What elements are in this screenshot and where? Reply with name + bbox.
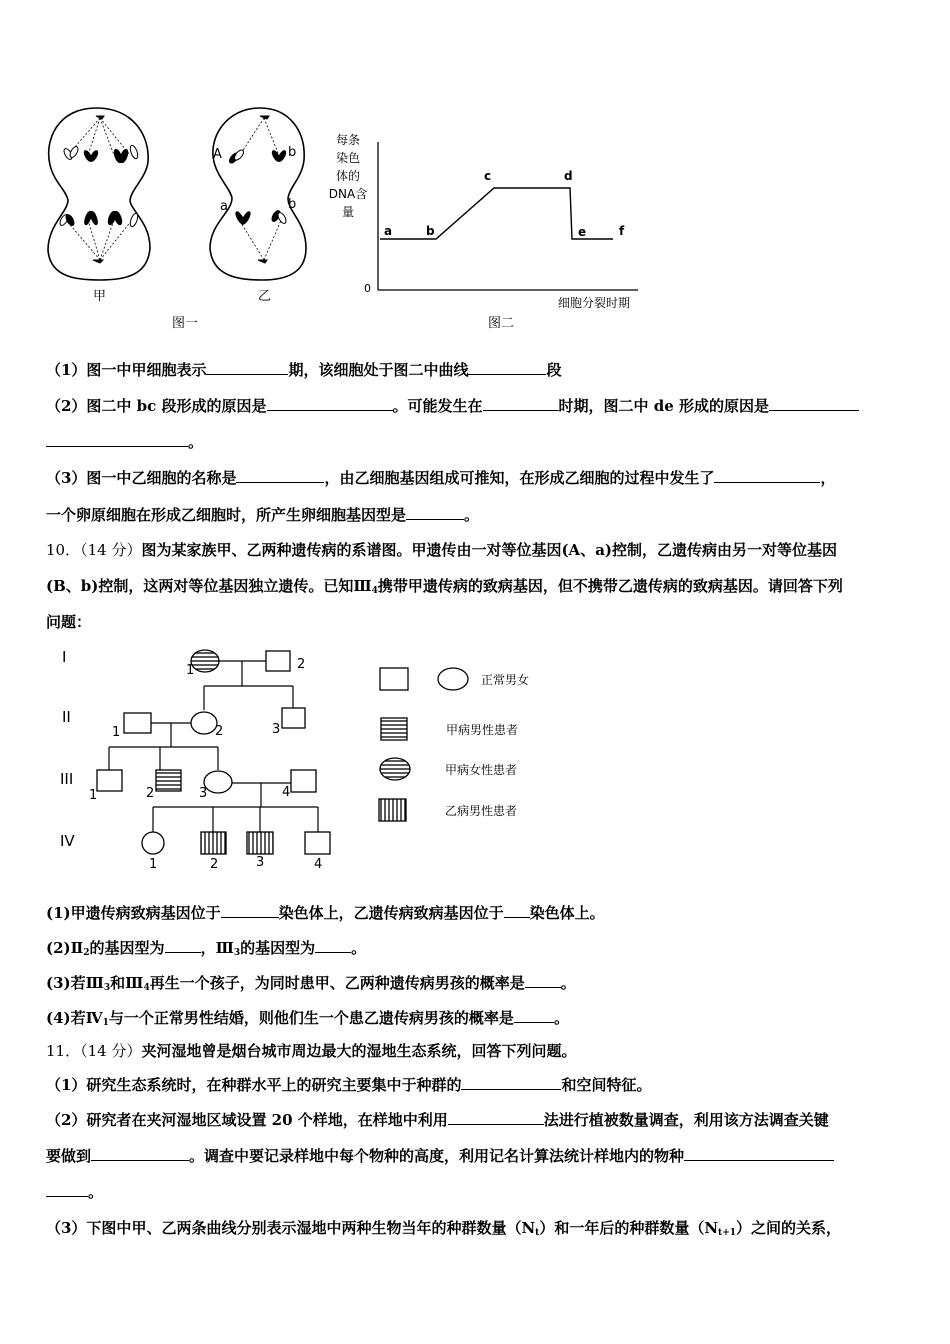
q11-p1-a: （1）研究生态系统时，在种群水平上的研究主要集中于种群的	[46, 1076, 462, 1094]
q10-s3-end: 。	[560, 974, 576, 992]
q11-p3-c: ）之间的关系，	[736, 1219, 842, 1237]
answer-blank[interactable]	[236, 468, 324, 483]
II-3-normal-male	[282, 708, 305, 728]
q9-part2	[46, 396, 859, 416]
IV-2-affected-male-yi	[201, 832, 226, 854]
ylabel-line-5: 量	[341, 205, 355, 219]
II-2-number: 2	[215, 724, 224, 739]
q9-p1-c: 段	[546, 361, 562, 379]
q10-s4-a: (4)若Ⅳ	[46, 1009, 103, 1027]
q9-p2-a: （2）图二中 bc 段形成的原因是	[46, 397, 267, 415]
I-1-number: 1	[186, 663, 195, 678]
q11-p2-c: 要做到	[46, 1147, 92, 1165]
answer-blank[interactable]	[406, 505, 464, 520]
III-3-normal-female	[204, 771, 232, 793]
ylabel-line-3: 体的	[335, 169, 361, 183]
q10-intro-text-1: 图为某家族甲、乙两种遗传病的系谱图。甲遗传由一对等位基因(A、a)控制，乙遗传病由另一对等位基因	[141, 541, 838, 559]
legend-normal-label: 正常男女	[481, 673, 530, 687]
II-2-normal-female	[191, 712, 217, 734]
allele-b-top-label: b	[288, 145, 297, 160]
I-1-affected-female	[191, 650, 219, 672]
dna-content-graph	[329, 132, 638, 310]
IV-1-number: 1	[149, 857, 158, 872]
generation-IV: IV	[60, 832, 75, 850]
curve-point-d: d	[564, 169, 573, 183]
q11-part1	[46, 1075, 651, 1095]
cell-jia-label: 甲	[93, 289, 107, 304]
III-4-normal-male	[291, 770, 316, 792]
q10-s3-sub1: 3	[103, 983, 111, 993]
q10-s1-a: (1)甲遗传病致病基因位于	[46, 904, 221, 922]
answer-blank[interactable]	[315, 938, 351, 953]
II-1-number: 1	[112, 725, 121, 740]
graph-xlabel: 细胞分裂时期	[558, 296, 631, 310]
answer-blank[interactable]	[684, 1146, 834, 1161]
legend-yi-male-symbol	[379, 799, 406, 821]
curve-point-f: f	[619, 224, 625, 238]
answer-blank[interactable]	[165, 938, 201, 953]
q10-sub1	[46, 903, 605, 923]
q10-s3-sub2: 4	[143, 983, 150, 993]
legend-jia-male-label: 甲病男性患者	[446, 723, 519, 737]
answer-blank[interactable]	[448, 1110, 544, 1125]
q10-intro-text-3: 问题：	[46, 613, 92, 631]
q10-s2-end: 。	[351, 939, 367, 957]
q9-p3-a: （3）图一中乙细胞的名称是	[46, 469, 237, 487]
pedigree-chart	[48, 640, 568, 872]
q9-p2-c: 时期，图二中 de 形成的原因是	[558, 397, 770, 415]
legend-yi-male-label: 乙病男性患者	[445, 804, 518, 818]
q9-p2-b: 。可能发生在	[392, 397, 483, 415]
III-2-affected-male-jia	[156, 770, 181, 791]
ylabel-line-2: 染色	[335, 151, 361, 165]
q10-sub2	[46, 938, 366, 963]
q10-s4-end: 。	[553, 1009, 569, 1027]
allele-A-label: A	[213, 147, 222, 162]
q11-p3-sub2: t+1	[718, 1228, 737, 1238]
IV-2-number: 2	[210, 857, 219, 872]
allele-a-label: a	[220, 199, 228, 214]
answer-blank[interactable]	[46, 432, 188, 447]
legend-normal-female-symbol	[438, 668, 468, 690]
answer-blank[interactable]	[504, 903, 530, 918]
q10-s1-c: 染色体上。	[529, 904, 605, 922]
III-1-normal-male	[97, 770, 122, 791]
q10-intro-1	[46, 540, 837, 560]
I-2-number: 2	[297, 657, 306, 672]
curve-point-b: b	[426, 224, 435, 238]
generation-II: II	[62, 708, 71, 726]
answer-blank[interactable]	[483, 396, 559, 411]
q9-p1-a: （1）图一中甲细胞表示	[46, 361, 207, 379]
q9-p3-c: ，	[820, 469, 836, 487]
q11-intro	[46, 1041, 576, 1061]
answer-blank[interactable]	[267, 396, 393, 411]
q10-s2-a: (2)Ⅱ	[46, 939, 84, 957]
q10-s2-sub2: 3	[233, 948, 241, 958]
q9-p2-end: 。	[188, 433, 204, 451]
answer-blank[interactable]	[221, 903, 279, 918]
III-1-number: 1	[89, 788, 98, 803]
q11-p2-end: 。	[88, 1183, 104, 1201]
legend-jia-male-symbol	[381, 718, 407, 740]
q11-p3-a: （3）下图中甲、乙两条曲线分别表示湿地中两种生物当年的种群数量（N	[46, 1219, 536, 1237]
q11-p2-a: （2）研究者在夹河湿地区域设置 20 个样地，在样地中利用	[46, 1111, 448, 1129]
I-2-normal-male	[266, 651, 290, 671]
ylabel-line-4: DNA含	[328, 187, 368, 201]
q10-s2-sub1: 2	[83, 948, 90, 958]
q10-intro-text-2: (B、b)控制，这两对等位基因独立遗传。已知Ⅲ	[46, 577, 372, 595]
q11-part2-cont	[46, 1146, 834, 1166]
q11-part2	[46, 1110, 829, 1130]
q10-intro-3	[46, 612, 91, 632]
q10-s4-sub: 1	[102, 1018, 109, 1028]
q11-number: 11．（14 分）	[46, 1042, 142, 1060]
generation-III: III	[60, 770, 74, 788]
fig2-caption: 图二	[488, 316, 515, 331]
answer-blank[interactable]	[461, 1075, 561, 1090]
IV-3-affected-male-yi	[247, 832, 273, 854]
q11-part2-end	[46, 1182, 103, 1202]
q11-part3	[46, 1218, 841, 1243]
q11-p2-b: 法进行植被数量调查，利用该方法调查关键	[543, 1111, 829, 1129]
q9-part2-cont	[46, 432, 203, 452]
IV-4-normal-male	[305, 832, 330, 854]
curve-point-c: c	[484, 169, 492, 183]
cell-yi-outline	[210, 108, 306, 280]
curve-point-e: e	[578, 225, 587, 239]
answer-blank[interactable]	[46, 1182, 88, 1197]
q10-s4-b: 与一个正常男性结婚，则他们生一个患乙遗传病男孩的概率是	[108, 1009, 514, 1027]
III-2-number: 2	[146, 786, 155, 801]
q10-intro-text-2b: 携带甲遗传病的致病基因，但不携带乙遗传病的致病基因。请回答下列	[377, 577, 843, 595]
II-1-normal-male	[124, 713, 151, 733]
answer-blank[interactable]	[769, 396, 859, 411]
graph-origin: 0	[364, 282, 371, 295]
legend-normal-male-symbol	[380, 668, 408, 690]
q9-part3-cont	[46, 505, 479, 525]
generation-I: I	[62, 648, 67, 666]
q9-part1	[46, 360, 561, 380]
q10-s3-c: 再生一个孩子，为同时患甲、乙两种遗传病男孩的概率是	[149, 974, 525, 992]
III-3-number: 3	[199, 786, 208, 801]
q9-p3-end: 。	[464, 506, 480, 524]
q10-sub4	[46, 1008, 569, 1033]
q10-s3-a: (3)若Ⅲ	[46, 974, 104, 992]
q10-s3-b: 和Ⅲ	[110, 974, 144, 992]
q9-p3-b: ，由乙细胞基因组成可推知，在形成乙细胞的过程中发生了	[324, 469, 715, 487]
legend-jia-female-label: 甲病女性患者	[445, 763, 518, 777]
q10-s1-b: 染色体上，乙遗传病致病基因位于	[278, 904, 504, 922]
III-4-number: 4	[282, 785, 291, 800]
IV-3-number: 3	[256, 855, 265, 870]
II-3-number: 3	[272, 722, 281, 737]
answer-blank[interactable]	[525, 973, 561, 988]
curve-point-a: a	[384, 224, 393, 238]
cell-division-figure	[38, 100, 678, 340]
q9-part3	[46, 468, 835, 488]
cell-yi-label: 乙	[258, 289, 272, 304]
q11-p3-b: ）和一年后的种群数量（N	[539, 1219, 719, 1237]
cell-jia-outline	[48, 108, 150, 280]
answer-blank[interactable]	[91, 1146, 189, 1161]
q10-s2-d: 的基因型为	[240, 939, 316, 957]
legend-jia-female-symbol	[380, 758, 410, 780]
q10-s2-b: 的基因型为	[89, 939, 165, 957]
q10-sub3	[46, 973, 576, 998]
IV-1-normal-female	[142, 832, 164, 854]
fig1-caption: 图一	[172, 316, 199, 331]
q10-number: 10．（14 分）	[46, 541, 142, 559]
ylabel-line-1: 每条	[335, 133, 361, 147]
q11-p2-d: 。调查中要记录样地中每个物种的高度，利用记名计算法统计样地内的物种	[189, 1147, 685, 1165]
allele-b-bottom-label: b	[288, 197, 297, 212]
q11-p3-sub1: t	[535, 1228, 540, 1238]
q9-p1-b: 期，该细胞处于图二中曲线	[288, 361, 469, 379]
q10-intro-sub: 4	[371, 586, 378, 596]
q10-intro-2	[46, 576, 843, 601]
q10-s2-c: ，Ⅲ	[200, 939, 234, 957]
answer-blank[interactable]	[206, 360, 288, 375]
q9-p3-d: 一个卵原细胞在形成乙细胞时，所产生卵细胞基因型是	[46, 506, 407, 524]
q11-p1-b: 和空间特征。	[561, 1076, 652, 1094]
IV-4-number: 4	[314, 857, 323, 872]
q11-intro-text: 夹河湿地曾是烟台城市周边最大的湿地生态系统，回答下列问题。	[141, 1042, 577, 1060]
answer-blank[interactable]	[514, 1008, 554, 1023]
answer-blank[interactable]	[468, 360, 546, 375]
answer-blank[interactable]	[714, 468, 820, 483]
